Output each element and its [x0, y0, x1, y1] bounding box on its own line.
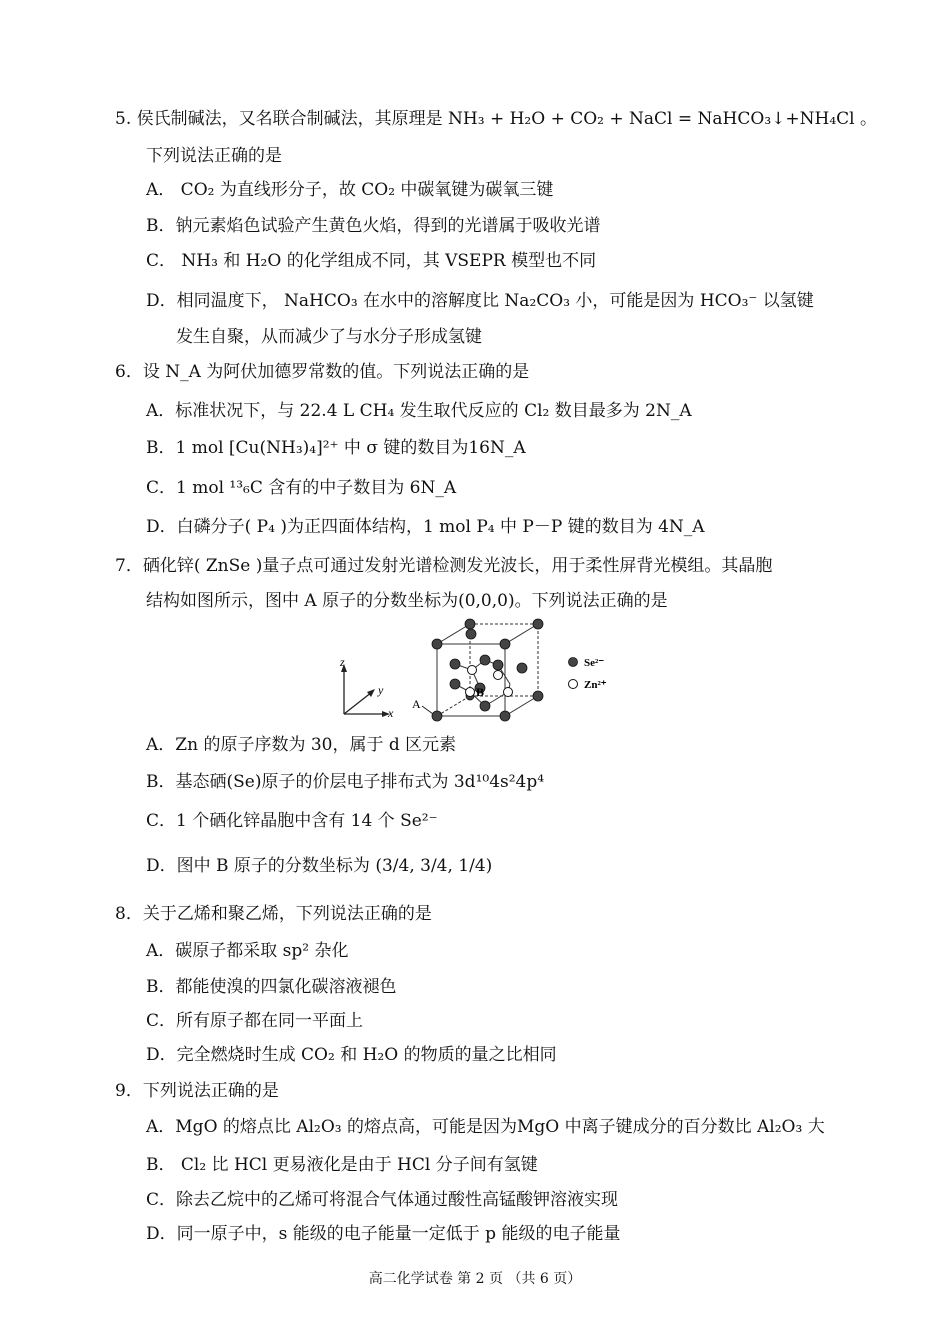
se-atom — [432, 639, 442, 649]
se-atom — [480, 655, 490, 665]
q6-option-a: A．标准状况下，与 22.4 L CH₄ 发生取代反应的 Cl₂ 数目最多为 2N_A — [146, 401, 692, 421]
q8-option-d: D．完全燃烧时生成 CO₂ 和 H₂O 的物质的量之比相同 — [146, 1045, 557, 1065]
legend-zn-marker — [569, 680, 578, 689]
se-atom — [493, 660, 503, 670]
legend-zn-label: Zn²⁺ — [584, 679, 607, 691]
q9-option-a: A．MgO 的熔点比 Al₂O₃ 的熔点高，可能是因为MgO 中离子键成分的百分数比 Al₂O₃ 大 — [146, 1117, 825, 1137]
q6-option-b: B．1 mol [Cu(NH₃)₄]²⁺ 中 σ 键的数目为16N_A — [146, 438, 526, 458]
q6-option-d: D．白磷分子( P₄ )为正四面体结构，1 mol P₄ 中 P－P 键的数目为 4N_A — [146, 517, 705, 537]
se-atom — [450, 659, 460, 669]
q5-stem: 5. 侯氏制碱法，又名联合制碱法，其原理是 NH₃ + H₂O + CO₂ + NaCl = NaHCO₃↓+NH₄Cl 。 — [115, 109, 877, 129]
axis-z-label: z — [340, 655, 345, 669]
q5-stem-cont: 下列说法正确的是 — [146, 146, 282, 166]
q9-option-b: B． Cl₂ 比 HCl 更易液化是由于 HCl 分子间有氢键 — [146, 1155, 538, 1175]
q7-stem-cont: 结构如图所示，图中 A 原子的分数坐标为(0,0,0)。下列说法正确的是 — [146, 591, 668, 611]
q7-option-d: D．图中 B 原子的分数坐标为 (3/4, 3/4, 1/4) — [146, 856, 493, 876]
zn-atom — [494, 671, 503, 680]
legend-se-marker — [569, 658, 578, 667]
q8-option-c: C．所有原子都在同一平面上 — [146, 1011, 364, 1031]
zn-atom — [504, 688, 513, 697]
q7-option-a: A．Zn 的原子序数为 30，属于 d 区元素 — [146, 735, 457, 755]
q9-option-d: D．同一原子中，s 能级的电子能量一定低于 p 能级的电子能量 — [146, 1224, 621, 1244]
se-atom — [533, 691, 543, 701]
axis-x-label: x — [388, 706, 394, 720]
se-atom — [500, 639, 510, 649]
atom-a-pointer — [422, 706, 433, 714]
q7-option-c: C．1 个硒化锌晶胞中含有 14 个 Se²⁻ — [146, 811, 438, 831]
se-atom — [480, 701, 490, 711]
q8-option-b: B．都能使溴的四氯化碳溶液褪色 — [146, 977, 397, 997]
q8-stem: 8．关于乙烯和聚乙烯，下列说法正确的是 — [115, 904, 432, 924]
axis-y-line — [344, 692, 372, 714]
atom-a-label: A — [412, 697, 421, 711]
se-atom — [432, 711, 442, 721]
q5-option-d: D．相同温度下， NaHCO₃ 在水中的溶解度比 Na₂CO₃ 小，可能是因为 HCO₃⁻ 以氢键 — [146, 291, 814, 311]
crystal-cell-figure — [330, 618, 630, 728]
se-atom — [533, 619, 543, 629]
q8-option-a: A．碳原子都采取 sp² 杂化 — [146, 941, 349, 961]
se-atom — [500, 711, 510, 721]
q5-option-b: B．钠元素焰色试验产生黄色火焰，得到的光谱属于吸收光谱 — [146, 216, 601, 236]
q7-option-b: B．基态硒(Se)原子的价层电子排布式为 3d¹⁰4s²4p⁴ — [146, 772, 545, 792]
zn-atom — [468, 666, 477, 675]
q5-option-c: C． NH₃ 和 H₂O 的化学组成不同，其 VSEPR 模型也不同 — [146, 251, 597, 271]
se-atom — [517, 663, 527, 673]
q7-stem: 7．硒化锌( ZnSe )量子点可通过发射光谱检测发光波长，用于柔性屏背光模组。其晶胞 — [115, 556, 773, 576]
legend-se-label: Se²⁻ — [584, 657, 605, 669]
q9-option-c: C．除去乙烷中的乙烯可将混合气体通过酸性高锰酸钾溶液实现 — [146, 1190, 619, 1210]
se-atom — [465, 619, 475, 629]
se-atoms — [432, 619, 543, 721]
page-footer: 高二化学试卷 第 2 页 （共 6 页） — [368, 1271, 582, 1287]
atom-b-label: B — [476, 685, 485, 699]
q9-stem: 9．下列说法正确的是 — [115, 1081, 279, 1101]
axis-y-label: y — [378, 683, 384, 697]
q6-option-c: C．1 mol ¹³₆C 含有的中子数目为 6N_A — [146, 478, 457, 498]
se-atom — [466, 629, 476, 639]
q6-stem: 6．设 N_A 为阿伏加德罗常数的值。下列说法正确的是 — [115, 362, 530, 382]
q5-option-d-cont: 发生自聚，从而减少了与水分子形成氢键 — [176, 327, 482, 347]
q5-option-a: A． CO₂ 为直线形分子，故 CO₂ 中碳氧键为碳氧三键 — [146, 180, 554, 200]
zn-atom — [466, 688, 475, 697]
se-atom — [450, 679, 460, 689]
